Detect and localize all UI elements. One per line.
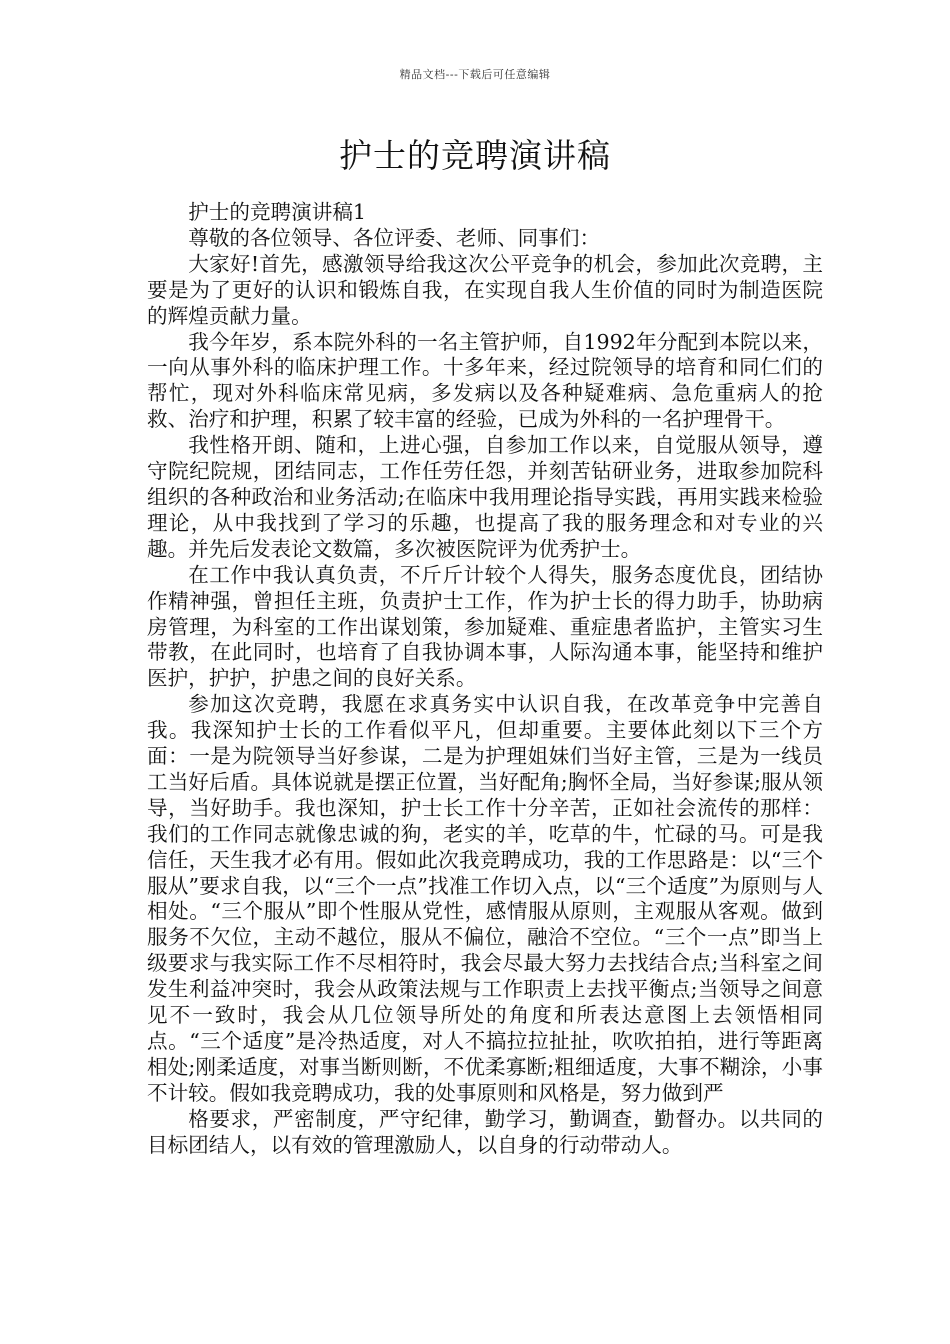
paragraph-work: 在工作中我认真负责，不斤斤计较个人得失，服务态度优良，团结协作精神强，曾担任主班，负责护士工作，作为护士长的得力助手，协助病房管理，为科室的工作出谋划策，参加疑难、重症患者监护，主管实习生带教，在此同时，也培育了自我协调本事，人际沟通本事，能坚持和维护医护，护护，护患之间的良好关系。: [147, 562, 823, 691]
document-title: 护士的竞聘演讲稿: [339, 136, 611, 175]
page-header: 精品文档---下载后可任意编辑: [399, 68, 551, 81]
paragraph-heading: 护士的竞聘演讲稿1: [188, 200, 367, 224]
paragraph-opening: 大家好!首先，感激领导给我这次公平竞争的机会，参加此次竞聘，主要是为了更好的认识和锻炼自我，在实现自我人生价值的同时为制造医院的辉煌贡献力量。: [147, 251, 823, 328]
paragraph-salutation: 尊敬的各位领导、各位评委、老师、同事们：: [188, 225, 601, 250]
document-body: [147, 200, 823, 1159]
paragraph-personality: 我性格开朗、随和，上进心强，自参加工作以来，自觉服从领导，遵守院纪院规，团结同志，工作任劳任怨，并刻苦钻研业务，进取参加院科组织的各种政治和业务活动;在临床中我用理论指导实践，再用实践来检验理论，从中我找到了学习的乐趣，也提高了我的服务理念和对专业的兴趣。并先后发表论文数篇，多次被医院评为优秀护士。: [147, 433, 823, 561]
paragraph-closing: 格要求，严密制度，严守纪律，勤学习，勤调查，勤督办。以共同的目标团结人，以有效的管理激励人，以自身的行动带动人。: [147, 1106, 823, 1157]
paragraph-background: 我今年岁，系本院外科的一名主管护师，自1992年分配到本院以来，一向从事外科的临床护理工作。十多年来，经过院领导的培育和同仁们的帮忙，现对外科临床常见病，多发病以及各种疑难病、急危重病人的抢救、治疗和护理，积累了较丰富的经验，已成为外科的一名护理骨干。: [147, 329, 823, 432]
paragraph-plan: 参加这次竞聘，我愿在求真务实中认识自我，在改革竞争中完善自我。我深知护士长的工作看似平凡，但却重要。主要体此刻以下三个方面：一是为院领导当好参谋，二是为护理姐妹们当好主管，三是为一线员工当好后盾。具体说就是摆正位置，当好配角;胸怀全局，当好参谋;服从领导，当好助手。我也深知，护士长工作十分辛苦，正如社会流传的那样：我们的工作同志就像忠诚的狗，老实的羊，吃草的牛，忙碌的马。可是我信任，天生我才必有用。假如此次我竞聘成功，我的工作思路是：以“三个服从”要求自我，以“三个一点”找准工作切入点，以“三个适度”为原则与人相处。“三个服从”即个性服从党性，感情服从原则，主观服从客观。做到服务不欠位，主动不越位，服从不偏位，融洽不空位。“三个一点”即当上级要求与我实际工作不尽相符时，我会尽最大努力去找结合点;当科室之间发生利益冲突时，我会从政策法规与工作职责上去找平衡点;当领导之间意见不一致时，我会从几位领导所处的角度和所表达意图上去领悟相同点。“三个适度”是冷热适度，对人不搞拉拉扯扯，吹吹拍拍，进行等距离相处;刚柔适度，对事当断则断，不优柔寡断;粗细适度，大事不糊涂，小事不计较。假如我竞聘成功，我的处事原则和风格是，努力做到严: [147, 692, 823, 1105]
